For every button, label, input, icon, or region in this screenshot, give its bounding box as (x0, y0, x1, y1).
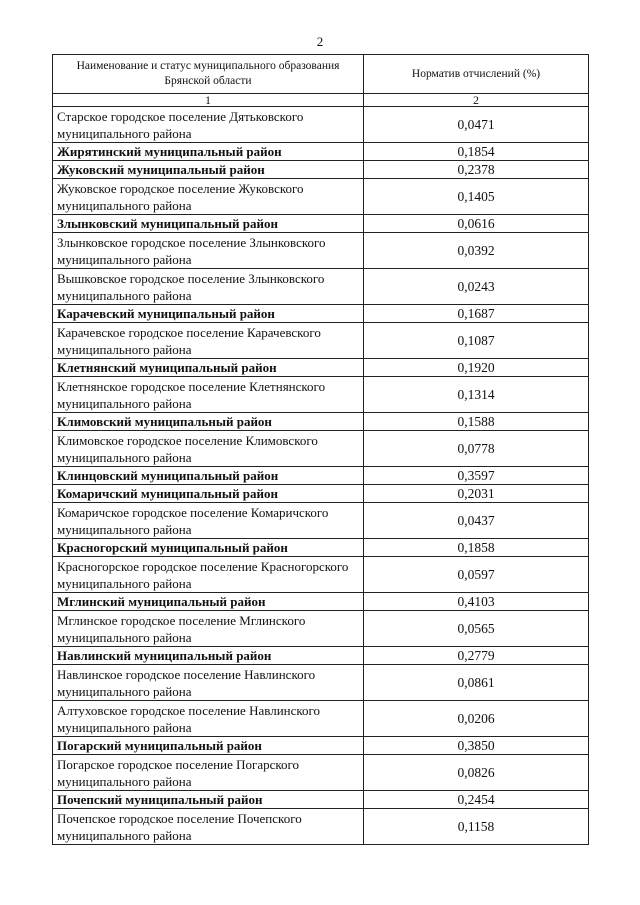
deduction-norm-value: 0,1588 (364, 413, 589, 431)
municipality-name: Навлинское городское поселение Навлинского муниципального района (53, 665, 364, 701)
municipality-name: Клинцовский муниципальный район (53, 467, 364, 485)
table-row (53, 107, 589, 143)
deduction-norm-value: 0,2031 (364, 485, 589, 503)
deduction-norm-value: 0,2779 (364, 647, 589, 665)
deduction-norm-value: 0,0243 (364, 269, 589, 305)
table-row (53, 593, 589, 611)
deduction-norm-value: 0,0616 (364, 215, 589, 233)
deduction-norm-value: 0,0861 (364, 665, 589, 701)
municipality-name: Навлинский муниципальный район (53, 647, 364, 665)
table-row (53, 359, 589, 377)
table-row (53, 665, 589, 701)
table-row (53, 377, 589, 413)
municipality-name: Алтуховское городское поселение Навлинского муниципального района (53, 701, 364, 737)
table-row (53, 215, 589, 233)
deduction-norm-value: 0,1405 (364, 179, 589, 215)
table-row (53, 485, 589, 503)
table-row (53, 143, 589, 161)
column-number: 2 (364, 94, 589, 107)
municipality-name: Климовский муниципальный район (53, 413, 364, 431)
municipality-name: Вышковское городское поселение Злынковского муниципального района (53, 269, 364, 305)
table-row (53, 701, 589, 737)
municipality-name: Клетнянский муниципальный район (53, 359, 364, 377)
header-value-col: Норматив отчислений (%) (364, 55, 589, 94)
norm-table (52, 54, 589, 845)
table-row (53, 557, 589, 593)
table-row (53, 647, 589, 665)
municipality-name: Старское городское поселение Дятьковского муниципального района (53, 107, 364, 143)
municipality-name: Красногорский муниципальный район (53, 539, 364, 557)
table-row (53, 611, 589, 647)
table-row (53, 467, 589, 485)
table-row (53, 755, 589, 791)
deduction-norm-value: 0,1920 (364, 359, 589, 377)
municipality-name: Карачевский муниципальный район (53, 305, 364, 323)
municipality-name: Почепский муниципальный район (53, 791, 364, 809)
municipality-name: Комаричское городское поселение Комаричского муниципального района (53, 503, 364, 539)
municipality-name: Комаричский муниципальный район (53, 485, 364, 503)
table-row (53, 269, 589, 305)
municipality-name: Мглинское городское поселение Мглинского муниципального района (53, 611, 364, 647)
deduction-norm-value: 0,1314 (364, 377, 589, 413)
deduction-norm-value: 0,4103 (364, 593, 589, 611)
table-row (53, 737, 589, 755)
deduction-norm-value: 0,3850 (364, 737, 589, 755)
table-row (53, 791, 589, 809)
deduction-norm-value: 0,1858 (364, 539, 589, 557)
municipality-name: Мглинский муниципальный район (53, 593, 364, 611)
deduction-norm-value: 0,0471 (364, 107, 589, 143)
municipality-name: Злынковское городское поселение Злынковского муниципального района (53, 233, 364, 269)
deduction-norm-value: 0,0778 (364, 431, 589, 467)
municipality-name: Клетнянское городское поселение Клетнянского муниципального района (53, 377, 364, 413)
deduction-norm-value: 0,0597 (364, 557, 589, 593)
municipality-name: Злынковский муниципальный район (53, 215, 364, 233)
table-row (53, 413, 589, 431)
deduction-norm-value: 0,2378 (364, 161, 589, 179)
deduction-norm-value: 0,0437 (364, 503, 589, 539)
municipality-name: Карачевское городское поселение Карачевского муниципального района (53, 323, 364, 359)
municipality-name: Климовское городское поселение Климовского муниципального района (53, 431, 364, 467)
table-row (53, 305, 589, 323)
table-row (53, 809, 589, 845)
table-row (53, 323, 589, 359)
column-number: 1 (53, 94, 364, 107)
table-row (53, 179, 589, 215)
table-row (53, 161, 589, 179)
municipality-name: Жуковское городское поселение Жуковского муниципального района (53, 179, 364, 215)
table-row (53, 539, 589, 557)
header-row (53, 55, 589, 94)
deduction-norm-value: 0,3597 (364, 467, 589, 485)
municipality-name: Почепское городское поселение Почепского муниципального района (53, 809, 364, 845)
deduction-norm-value: 0,0565 (364, 611, 589, 647)
deduction-norm-value: 0,2454 (364, 791, 589, 809)
page-number: 2 (316, 34, 324, 49)
deduction-norm-value: 0,0206 (364, 701, 589, 737)
table-row (53, 431, 589, 467)
column-number-row (53, 94, 589, 107)
municipality-name: Красногорское городское поселение Красногорского муниципального района (53, 557, 364, 593)
deduction-norm-value: 0,1087 (364, 323, 589, 359)
table-row (53, 233, 589, 269)
deduction-norm-value: 0,1158 (364, 809, 589, 845)
municipality-name: Погарский муниципальный район (53, 737, 364, 755)
deduction-norm-value: 0,0826 (364, 755, 589, 791)
header-name-col: Наименование и статус муниципального образования Брянской области (53, 55, 364, 94)
deduction-norm-value: 0,0392 (364, 233, 589, 269)
deduction-norm-value: 0,1687 (364, 305, 589, 323)
table-row (53, 503, 589, 539)
deduction-norm-value: 0,1854 (364, 143, 589, 161)
municipality-name: Жуковский муниципальный район (53, 161, 364, 179)
municipality-name: Погарское городское поселение Погарского муниципального района (53, 755, 364, 791)
municipality-name: Жирятинский муниципальный район (53, 143, 364, 161)
